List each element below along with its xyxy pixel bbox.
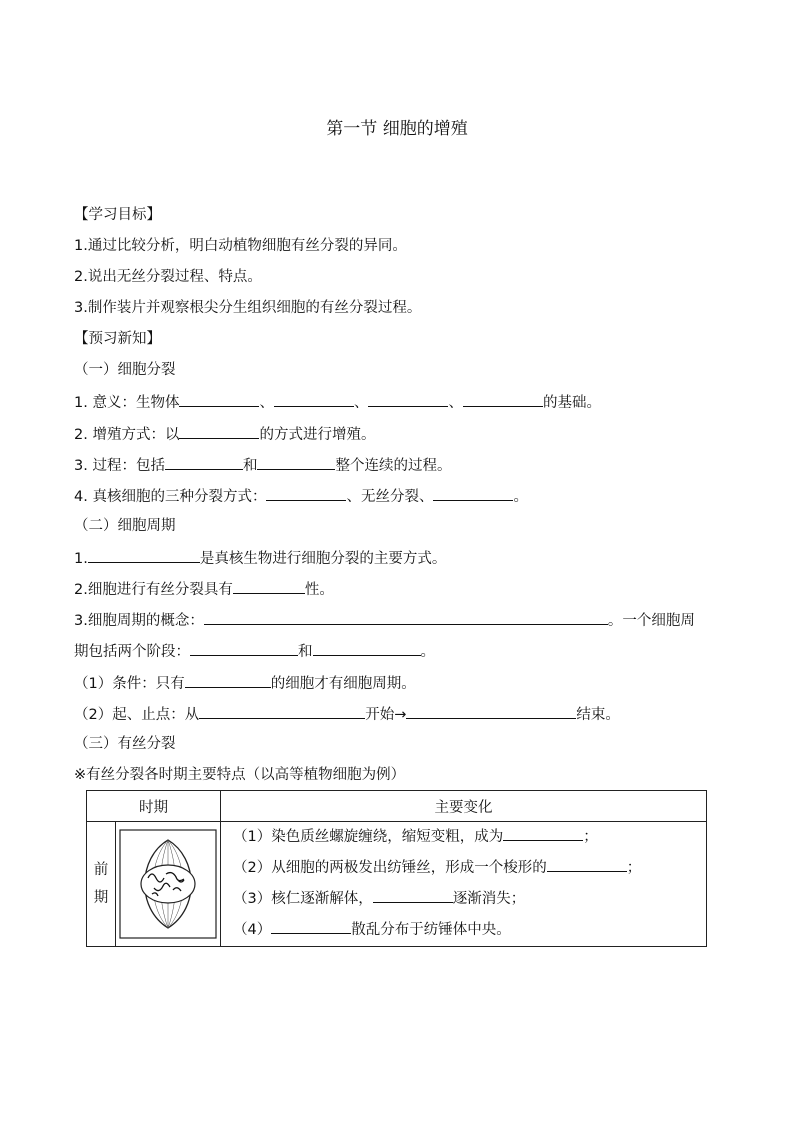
table-header-row: [87, 791, 707, 822]
question-line: 3.细胞周期的概念： 。一个细胞周: [74, 609, 695, 631]
answer-blank[interactable]: [266, 485, 346, 501]
question-line: （1）条件：只有 的细胞才有细胞周期。: [74, 672, 416, 694]
question-line: 3. 过程：包括 和 整个连续的过程。: [74, 454, 451, 476]
answer-blank[interactable]: [179, 423, 259, 439]
answer-blank[interactable]: [204, 609, 608, 625]
column-header-changes: 主要变化: [221, 791, 707, 822]
answer-blank[interactable]: [233, 578, 305, 594]
answer-blank[interactable]: [190, 640, 298, 656]
objective-item: 3.制作装片并观察根尖分生组织细胞的有丝分裂过程。: [74, 300, 422, 316]
objective-item: 1.通过比较分析，明白动植物细胞有丝分裂的异同。: [74, 238, 407, 254]
mitosis-table: [86, 790, 707, 947]
answer-blank[interactable]: [88, 547, 200, 563]
answer-blank[interactable]: [199, 703, 365, 719]
answer-blank[interactable]: [165, 454, 243, 470]
table-row: [87, 822, 707, 947]
answer-blank[interactable]: [503, 825, 583, 841]
question-line: 期包括两个阶段： 和 。: [74, 640, 435, 662]
prophase-cell-illustration: [118, 828, 218, 940]
answer-blank[interactable]: [547, 856, 627, 872]
section-heading: （三）有丝分裂: [74, 736, 176, 752]
answer-blank[interactable]: [463, 391, 543, 407]
question-line: 2. 增殖方式：以 的方式进行增殖。: [74, 423, 375, 445]
answer-blank[interactable]: [433, 485, 513, 501]
section-heading: （一）细胞分裂: [74, 362, 176, 378]
stage-label: 前 期: [87, 822, 116, 947]
page-title: 第一节 细胞的增殖: [326, 119, 468, 139]
answer-blank[interactable]: [368, 391, 448, 407]
objective-item: 2.说出无丝分裂过程、特点。: [74, 269, 262, 285]
change-item: （4） 散乱分布于纺锤体中央。: [233, 915, 706, 946]
answer-blank[interactable]: [313, 640, 421, 656]
question-line: 1. 是真核生物进行细胞分裂的主要方式。: [74, 547, 446, 569]
question-line: 1. 意义：生物体 、 、 、 的基础。: [74, 391, 601, 413]
answer-blank[interactable]: [373, 887, 453, 903]
answer-blank[interactable]: [406, 703, 576, 719]
change-item: （1）染色质丝螺旋缠绕，缩短变粗，成为 ；: [233, 822, 706, 853]
question-line: 2.细胞进行有丝分裂具有 性。: [74, 578, 334, 600]
answer-blank[interactable]: [179, 391, 259, 407]
prophase-image-cell: [116, 822, 221, 947]
change-item: （2）从细胞的两极发出纺锤丝，形成一个梭形的 ；: [233, 853, 706, 884]
answer-blank[interactable]: [274, 391, 354, 407]
table-caption: ※有丝分裂各时期主要特点（以高等植物细胞为例）: [74, 767, 406, 783]
answer-blank[interactable]: [185, 672, 271, 688]
answer-blank[interactable]: [257, 454, 335, 470]
change-item: （3）核仁逐渐解体， 逐渐消失；: [233, 884, 706, 915]
objectives-heading: 【学习目标】: [74, 207, 161, 223]
answer-blank[interactable]: [271, 918, 351, 934]
preview-heading: 【预习新知】: [74, 331, 161, 347]
section-heading: （二）细胞周期: [74, 518, 176, 534]
changes-cell: [221, 822, 707, 947]
column-header-period: 时期: [87, 791, 221, 822]
question-line: （2）起、止点：从 开始→ 结束。: [74, 703, 620, 725]
question-line: 4. 真核细胞的三种分裂方式： 、无丝分裂、 。: [74, 485, 528, 507]
